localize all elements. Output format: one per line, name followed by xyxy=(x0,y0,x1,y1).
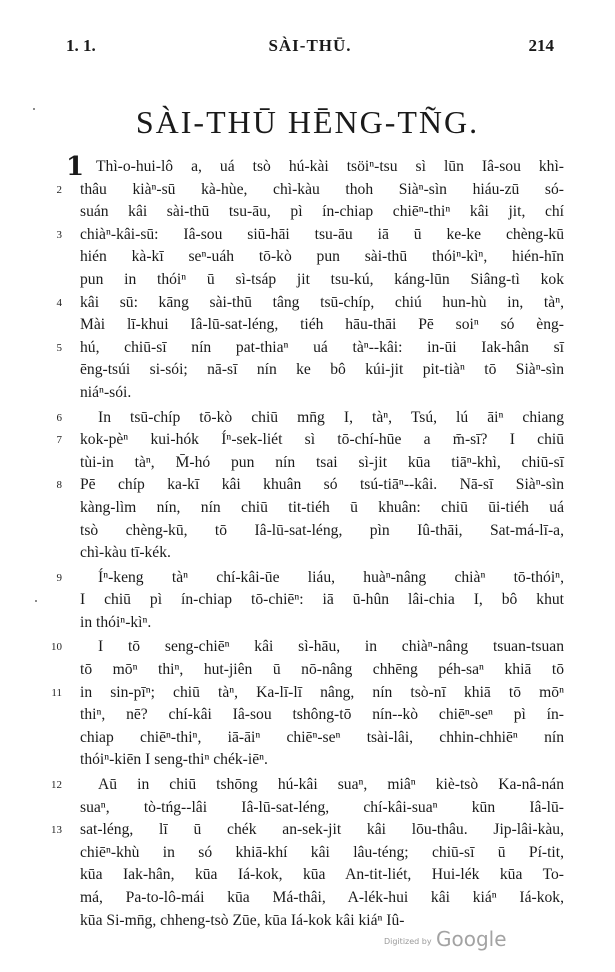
text-line-content: thâu kiàⁿ-sū kà-hùe, chì-kàu thoh Siàⁿ-sìn hiáu-zū só- xyxy=(80,180,564,198)
verse-number: 3 xyxy=(56,228,62,241)
text-line-content: sat-léng, lī ū chék an-sek-jit kâi lōu-thâu. Jip-lâi-kàu, xyxy=(80,821,564,839)
verse-number: 11 xyxy=(51,686,62,699)
text-line xyxy=(44,269,564,292)
verse-number: 12 xyxy=(51,779,62,792)
text-line-content: tsò chèng-kū, tō Iâ-lū-sat-léng, pìn Iû-thāi, Sat-má-lī-a, xyxy=(80,521,564,539)
text-line xyxy=(44,407,564,430)
text-line xyxy=(44,612,564,635)
text-line-content: tùi-in tàⁿ, M̄-hó pun nín tsai sì-jit kūa tiāⁿ-khì, chiū-sī xyxy=(80,453,564,471)
text-line xyxy=(44,314,564,337)
text-line xyxy=(44,152,564,182)
scan-speck xyxy=(35,600,37,602)
text-line xyxy=(44,292,564,315)
page-number: 214 xyxy=(528,36,554,55)
text-line-content: niáⁿ-sói. xyxy=(80,383,132,401)
google-logo: Google xyxy=(436,927,507,951)
text-line xyxy=(44,659,564,682)
text-line xyxy=(44,567,564,590)
text-line-content: pun in thóiⁿ ū sì-tsáp jit tsu-kú, káng-lūn Siâng-tì kok xyxy=(80,270,564,288)
text-line-content: chiàⁿ-kâi-sū: Iâ-sou siū-hāi tsu-āu iā ū ke-ke chèng-kū xyxy=(80,225,564,243)
text-line-content: chì-kàu tī-kék. xyxy=(80,544,171,562)
text-line xyxy=(44,749,564,772)
text-line xyxy=(44,429,564,452)
text-line-content: hién kà-kī seⁿ-uáh tō-kò pun sài-thū thóiⁿ-kìⁿ, hién-hīn xyxy=(80,248,564,266)
verse-number: 7 xyxy=(56,434,62,447)
chapter-title: SÀI-THŪ HĒNG-TÑG. xyxy=(135,104,480,140)
scan-speck xyxy=(33,108,35,110)
verse-number: 9 xyxy=(56,571,62,584)
text-line-content: chiap chiēⁿ-thiⁿ, iā-āiⁿ chiēⁿ-seⁿ tsài-lâi, chhin-chhiēⁿ nín xyxy=(80,728,564,746)
text-line-content: tō mōⁿ thiⁿ, hut-jiên ū nō-nâng chhēng péh-saⁿ khiā tō xyxy=(80,661,564,679)
text-line xyxy=(44,682,564,705)
text-line-content: Íⁿ-keng tàⁿ chí-kâi-ūe liáu, huàⁿ-nâng chiàⁿ tō-thóiⁿ, xyxy=(98,568,564,586)
running-title: SÀI-THŪ. xyxy=(268,36,352,55)
text-line xyxy=(44,887,564,910)
verse-number: 5 xyxy=(56,341,62,354)
page-header xyxy=(66,36,554,60)
text-line-content: ēng-tsúi si-sói; nā-sī nín ke bô kúi-jit pit-tiàⁿ tō Siàⁿ-sìn xyxy=(80,361,564,379)
text-line-content: suán kâi sài-thū tsu-āu, pì ín-chiap chiēⁿ-thiⁿ kâi jit, chí xyxy=(80,203,564,221)
text-line xyxy=(44,864,564,887)
text-line xyxy=(44,452,564,475)
text-line-content: Mài lī-khui Iâ-lū-sat-léng, tiéh hāu-thāi Pē soiⁿ só èng- xyxy=(80,316,564,334)
text-line xyxy=(44,797,564,820)
text-line xyxy=(44,704,564,727)
text-line xyxy=(44,542,564,565)
text-line-content: in sin-pīⁿ; chiū tàⁿ, Ka-lī-lī nâng, nín tsò-nī khiā tō mōⁿ xyxy=(80,683,564,701)
text-line xyxy=(44,224,564,247)
chapter-reference: 1. 1. xyxy=(66,36,96,55)
text-body xyxy=(44,152,564,932)
text-line xyxy=(44,727,564,750)
text-line xyxy=(44,179,564,202)
text-line xyxy=(44,474,564,497)
text-line-content: I tō seng-chiēⁿ kâi sì-hāu, in chiàⁿ-nâng tsuan-tsuan xyxy=(98,638,564,656)
text-line-content: Pē chíp ka-kī kâi khuân só tsú-tiāⁿ--kâi. Nā-sī Siàⁿ-sìn xyxy=(80,476,564,494)
text-line-content: I chiū pì ín-chiap tō-chiēⁿ: iā ū-hûn lâi-chia I, bô khut xyxy=(80,591,564,609)
verse-number: 6 xyxy=(56,411,62,424)
text-line xyxy=(44,201,564,224)
text-line xyxy=(44,520,564,543)
text-line-content: in thóiⁿ-kìⁿ. xyxy=(80,613,152,631)
text-line xyxy=(44,246,564,269)
text-line xyxy=(44,359,564,382)
text-line xyxy=(44,774,564,797)
verse-number: 4 xyxy=(56,296,62,309)
text-line-content: kàng-lìm nín, nín chiū tit-tiéh ū khuân: chiū ūi-tiéh uá xyxy=(80,498,564,516)
text-line-content: kūa Iak-hân, kūa Iá-kok, kūa An-tit-liét, Hui-lék kūa To- xyxy=(80,866,564,884)
text-line-content: má, Pa-to-lô-mái kūa Má-thâi, A-lék-hui kâi kiáⁿ Iá-kok, xyxy=(80,889,564,906)
digitized-by-label: Digitized by xyxy=(384,937,432,946)
text-line-content: suaⁿ, tò-tńg--lâi Iâ-lū-sat-léng, chí-kâi-suaⁿ kūn Iâ-lū- xyxy=(80,798,564,816)
text-line xyxy=(44,382,564,405)
verse-number: 10 xyxy=(51,641,62,654)
text-line xyxy=(44,497,564,520)
verse-number: 8 xyxy=(56,479,62,492)
text-line-content: thóiⁿ-kiēn I seng-thiⁿ chék-iēⁿ. xyxy=(80,751,268,769)
text-line-content: kok-pèⁿ kui-hók Íⁿ-sek-liét sì tō-chí-hūe a m̄-sī? I chiū xyxy=(80,431,564,449)
text-line xyxy=(44,819,564,842)
text-line-content: kūa Si-mn̄g, chheng-tsò Zūe, kūa Iá-kok kâi kiáⁿ Iû- xyxy=(80,911,405,929)
text-line-content: hú, chiū-sī nín pat-thiaⁿ uá tàⁿ--kâi: in-ūi Iak-hân sī xyxy=(80,338,564,356)
text-line-content: chiēⁿ-khù in só khiā-khí kâi lâu-téng; chiū-sī ū Pí-tit, xyxy=(80,843,564,861)
text-line xyxy=(44,842,564,865)
text-line-content: kâi sū: kāng sài-thū tâng tsū-chíp, chiú hun-hù in, tàⁿ, xyxy=(80,293,564,311)
text-line xyxy=(44,636,564,659)
digitization-watermark xyxy=(378,928,518,952)
text-line-content: thiⁿ, nē? chí-kâi Iâ-sou tshông-tō nín--kò chiēⁿ-seⁿ pì ín- xyxy=(80,706,564,724)
verse-number: 13 xyxy=(51,824,62,837)
text-line-content: Aū in chiū tshōng hú-kâi suaⁿ, miâⁿ kiè-tsò Ka-nâ-nán xyxy=(98,776,564,794)
text-line xyxy=(44,337,564,360)
text-line-content: In tsū-chíp tō-kò chiū mn̄g I, tàⁿ, Tsú, lú āiⁿ chiang xyxy=(98,408,564,426)
text-line xyxy=(44,589,564,612)
chapter-number: 1 xyxy=(66,152,85,182)
verse-number: 2 xyxy=(56,183,62,196)
text-line-content: Thì-o-hui-lô a, uá tsò hú-kài tsöiⁿ-tsu sì lūn Iâ-sou khì- xyxy=(96,158,564,175)
